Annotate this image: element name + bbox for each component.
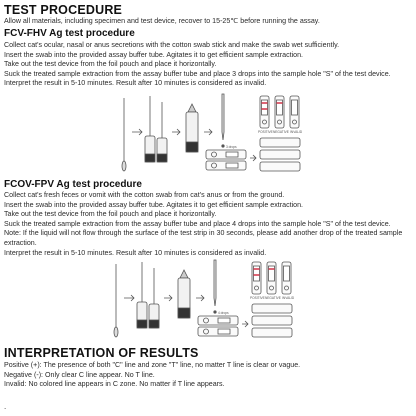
result-label-invalid: INVALID xyxy=(290,130,303,134)
drop-icon xyxy=(222,145,224,147)
pipette xyxy=(222,94,224,140)
fhv-step-1: Collect cat's ocular, nasal or anus secretions with the cotton swab stick and make the swab wet sufficiently. xyxy=(4,41,340,49)
arrow-icon xyxy=(124,295,134,301)
result-label-negative: NEGATIVE xyxy=(265,296,281,300)
drops-label: 3 drops xyxy=(226,145,237,149)
swab-tip xyxy=(122,161,126,171)
fhv-step-4: Suck the treated sample extraction from the assay buffer tube and place 3 drops into the sample hole "S" of the test device. xyxy=(4,69,391,78)
fpv-heading: FCOV-FPV Ag test procedure xyxy=(4,179,142,190)
fpv-step-3: Take out the test device from the foil pouch and place it horizontally. xyxy=(4,210,217,219)
fpv-step-1: Collect cat's fresh feces or vomit with the cotton swab from cat's anus or from the ground. xyxy=(4,191,285,199)
drops-label: 4 drops xyxy=(218,311,229,315)
result-label-positive: POSITIVE xyxy=(258,130,273,134)
drop-icon xyxy=(214,311,216,313)
fhv-step-5: Interpret the result in 5-10 minutes. Result after 10 minutes is considered as invalid. xyxy=(4,79,267,88)
pipette xyxy=(214,260,216,306)
result-label-positive: POSITIVE xyxy=(250,296,265,300)
fhv-procedure-illustration xyxy=(118,92,308,174)
result-devices xyxy=(252,262,291,294)
interpretation-negative: Negative (-): Only clear C line appear. No T line. xyxy=(4,370,155,379)
result-label-negative: NEGATIVE xyxy=(273,130,289,134)
arrow-icon xyxy=(132,129,142,135)
fpv-step-2: Insert the swab into the provided assay buffer tube. Agitates it to get efficient sample extraction. xyxy=(4,200,304,209)
result-devices xyxy=(260,96,299,128)
result-label-invalid: INVALID xyxy=(282,296,295,300)
trailing-mark: . xyxy=(4,402,7,411)
fpv-procedure-illustration xyxy=(110,258,300,340)
fhv-heading: FCV-FHV Ag test procedure xyxy=(4,28,135,39)
fhv-step-2: Insert the swab into the provided assay buffer tube. Agitates it to get efficient sample extraction. xyxy=(4,50,304,59)
intro-text: Allow all materials, including specimen and test device, recover to 15-25℃ before running the assay. xyxy=(4,17,320,25)
interpretation-invalid: Invalid: No colored line appears in C zone. No matter if T line appears. xyxy=(4,380,225,389)
fpv-step-4: Suck the treated sample extraction from the assay buffer tube and place 4 drops into the sample hole "S" of the test device. xyxy=(4,219,391,228)
interpretation-heading: INTERPRETATION OF RESULTS xyxy=(4,346,199,360)
interpretation-lines xyxy=(4,361,412,390)
fpv-step-6: Interpret the result in 5-10 minutes. Result after 10 minutes is considered as invalid. xyxy=(4,248,267,257)
fhv-steps xyxy=(4,41,412,89)
test-procedure-heading: TEST PROCEDURE xyxy=(4,3,123,17)
fpv-step-5: Note: If the liquid will not flow through the surface of the test strip in 30 seconds, please add another drop of the treated sample extraction. xyxy=(4,229,403,247)
interpretation-positive: Positive (+): The presence of both "C" line and zone "T" line, no matter T line is clear or vague. xyxy=(4,361,301,369)
swab-tip xyxy=(114,327,118,337)
fpv-steps xyxy=(4,191,412,258)
fhv-step-3: Take out the test device from the foil pouch and place it horizontally. xyxy=(4,60,217,69)
